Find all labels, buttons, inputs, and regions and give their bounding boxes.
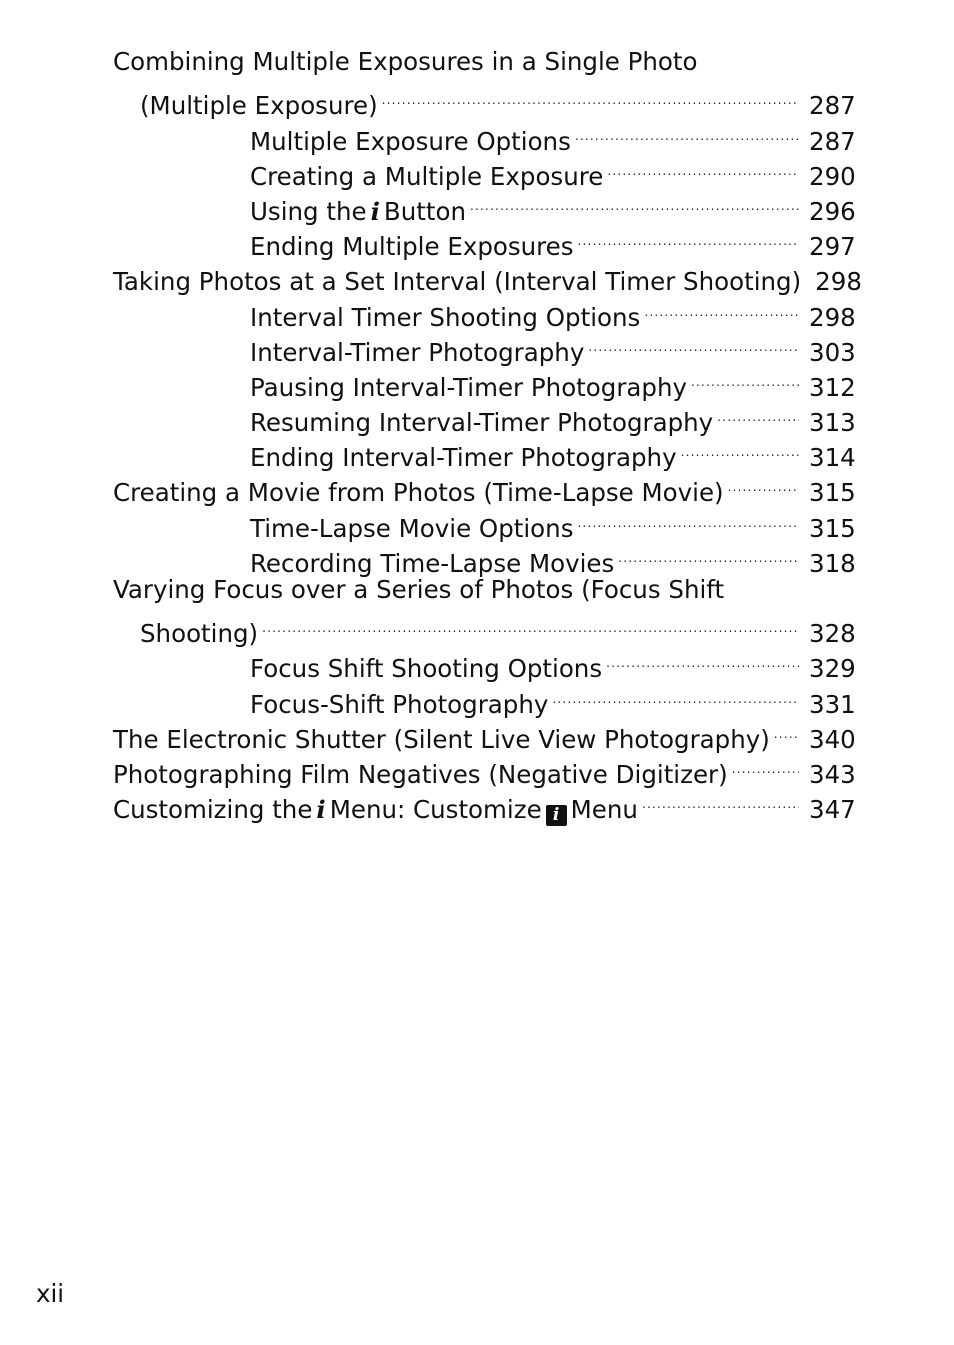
dot-leader xyxy=(577,501,799,536)
dot-leader xyxy=(607,150,799,185)
dot-leader xyxy=(681,431,799,466)
i-button-icon: i xyxy=(370,196,380,226)
dot-leader xyxy=(575,114,799,149)
toc-entry-title xyxy=(113,792,638,827)
i-button-icon: i xyxy=(316,795,326,825)
toc-entry[interactable] xyxy=(113,748,856,789)
dot-leader xyxy=(774,713,799,748)
toc-page-number: 315 xyxy=(809,513,856,543)
toc-entry[interactable] xyxy=(113,713,856,754)
toc-entry-continuation[interactable] xyxy=(113,79,856,121)
toc-entry[interactable] xyxy=(113,396,856,438)
toc-entry[interactable] xyxy=(113,361,856,402)
toc-entry[interactable] xyxy=(113,44,853,79)
toc-entry-title: Pausing Interval-Timer Photography xyxy=(250,372,687,402)
toc-entry-text: Customizing the xyxy=(113,795,313,825)
toc-page-number: 298 xyxy=(815,267,862,297)
toc-entry-title: Photographing Film Negatives (Negative Digitizer) xyxy=(113,759,728,789)
toc-page-number: 328 xyxy=(809,619,856,649)
toc-entry-title: Creating a Multiple Exposure xyxy=(250,161,604,191)
toc-entry[interactable] xyxy=(113,114,856,156)
toc-entry-title: Interval Timer Shooting Options xyxy=(250,302,641,332)
dot-leader xyxy=(618,537,799,572)
toc-page-number: 340 xyxy=(809,724,856,754)
toc-page-number: 312 xyxy=(809,372,856,402)
toc-entry-text: Using the xyxy=(250,196,367,226)
dot-leader xyxy=(606,642,799,677)
toc-entry-title: Resuming Interval-Timer Photography xyxy=(250,408,714,438)
toc-entry[interactable] xyxy=(113,290,856,332)
toc-entry-title: Time-Lapse Movie Options xyxy=(250,513,574,543)
toc-page-number: 329 xyxy=(809,654,856,684)
toc-entry-title: Shooting) xyxy=(140,619,259,649)
dot-leader xyxy=(578,220,799,255)
toc-entry-title: Ending Multiple Exposures xyxy=(250,232,574,262)
dot-leader xyxy=(262,607,799,642)
page-folio: xii xyxy=(36,1279,65,1308)
toc-entry-title: Combining Multiple Exposures in a Single Photo xyxy=(113,47,698,76)
toc-entry-continuation[interactable] xyxy=(113,607,856,649)
toc-entry-title: Creating a Movie from Photos (Time-Lapse Movie) xyxy=(113,478,724,508)
toc-page-number: 347 xyxy=(809,795,856,825)
dot-leader xyxy=(470,185,799,220)
toc-entry-title: Recording Time-Lapse Movies xyxy=(250,548,615,578)
toc-entry[interactable] xyxy=(113,185,856,226)
i-menu-box-icon: i xyxy=(546,805,567,826)
toc-entry-title: Focus-Shift Photography xyxy=(250,689,549,719)
toc-entry-title: Varying Focus over a Series of Photos (Focus Shift xyxy=(113,574,725,604)
toc-entry-text: Menu xyxy=(570,795,638,825)
toc-entry-title: Interval-Timer Photography xyxy=(250,337,585,367)
toc-page-number: 296 xyxy=(809,196,856,226)
dot-leader xyxy=(691,361,799,396)
toc-entry-title: Taking Photos at a Set Interval (Interval Timer Shooting) xyxy=(113,267,802,297)
toc-entry-title: Multiple Exposure Options xyxy=(250,126,571,156)
toc-page-number: 315 xyxy=(809,478,856,508)
toc-entry[interactable] xyxy=(113,150,856,191)
toc-entry[interactable] xyxy=(113,572,853,607)
table-of-contents xyxy=(113,44,862,826)
dot-leader xyxy=(642,783,799,818)
toc-page-number: 318 xyxy=(809,548,856,578)
toc-page-number: 298 xyxy=(809,302,856,332)
toc-entry-text: Menu: Customize xyxy=(329,795,542,825)
dot-leader xyxy=(732,748,799,783)
dot-leader xyxy=(644,290,799,325)
toc-page-number: 313 xyxy=(809,408,856,438)
dot-leader xyxy=(728,466,799,501)
toc-entry[interactable] xyxy=(113,677,856,719)
toc-entry[interactable] xyxy=(113,255,862,297)
dot-leader xyxy=(717,396,799,431)
toc-entry-title: (Multiple Exposure) xyxy=(140,91,378,121)
toc-entry-title: The Electronic Shutter (Silent Live View Photography) xyxy=(113,724,770,754)
toc-page-number: 303 xyxy=(809,337,856,367)
toc-page-number: 290 xyxy=(809,161,856,191)
toc-entry[interactable] xyxy=(113,466,856,508)
toc-entry-title: Ending Interval-Timer Photography xyxy=(250,443,677,473)
toc-page-number: 287 xyxy=(809,91,856,121)
toc-entry[interactable] xyxy=(113,537,856,578)
dot-leader xyxy=(588,326,799,361)
toc-page-number: 297 xyxy=(809,232,856,262)
toc-entry[interactable] xyxy=(113,220,856,262)
toc-page-number: 343 xyxy=(809,759,856,789)
toc-page-number: 287 xyxy=(809,126,856,156)
toc-entry-text: Button xyxy=(383,196,466,226)
toc-entry[interactable] xyxy=(113,326,856,367)
dot-leader xyxy=(552,677,799,712)
toc-entry[interactable] xyxy=(113,783,856,826)
toc-entry-title: Focus Shift Shooting Options xyxy=(250,654,603,684)
toc-entry[interactable] xyxy=(113,431,856,473)
toc-page-number: 314 xyxy=(809,443,856,473)
toc-entry[interactable] xyxy=(113,501,856,543)
dot-leader xyxy=(382,79,799,114)
toc-page-number: 331 xyxy=(809,689,856,719)
toc-entry[interactable] xyxy=(113,642,856,684)
